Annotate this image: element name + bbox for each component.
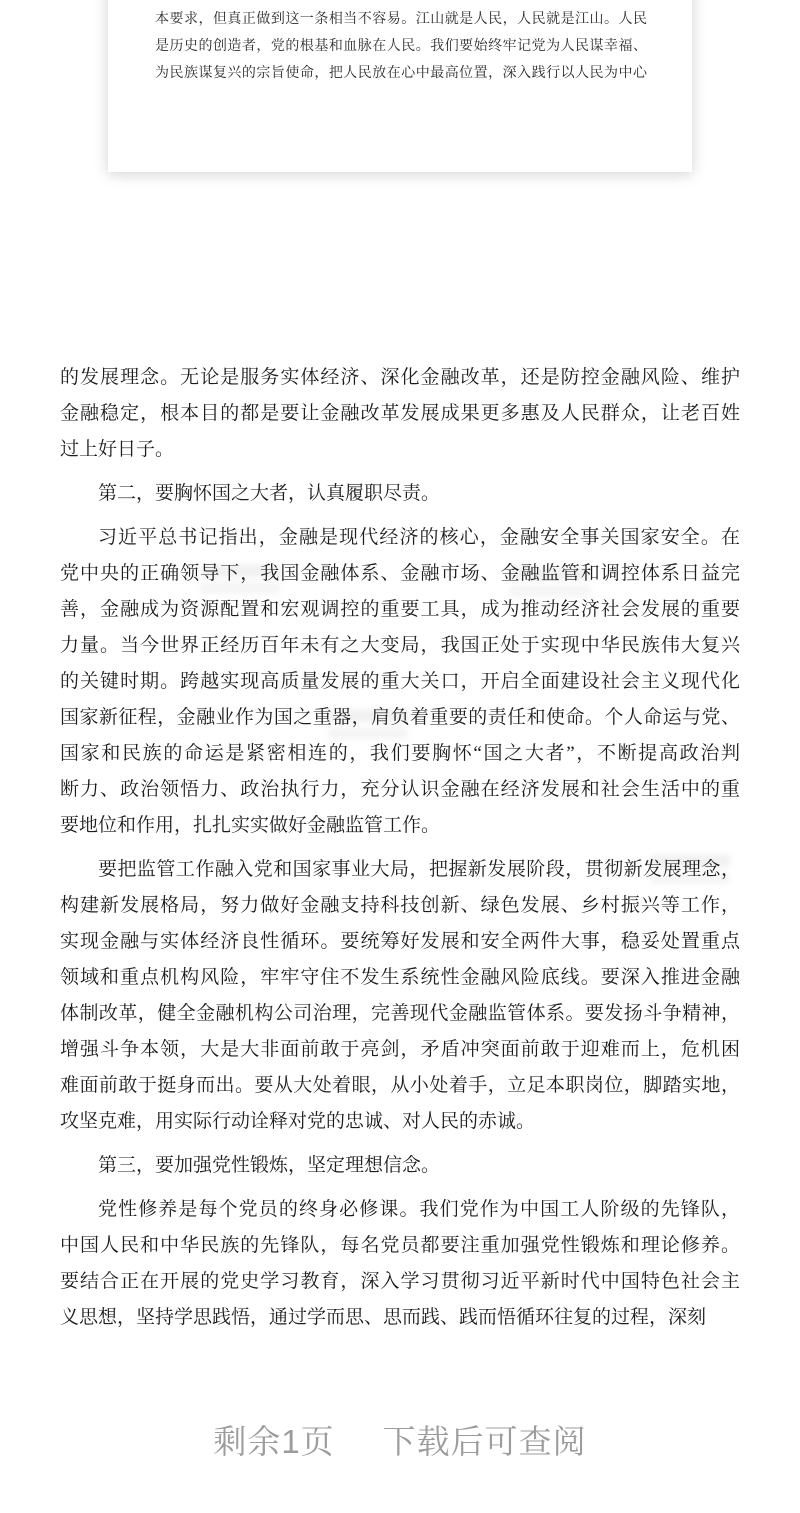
text-line: 善，金融成为资源配置和宏观调控的重要工具，成为推动经济社会发展的重要 bbox=[60, 599, 740, 620]
text-line: 攻坚克难，用实际行动诠释对党的忠诚、对人民的赤诚。 bbox=[60, 1111, 536, 1132]
text-line: 习近平总书记指出，金融是现代经济的核心，金融安全事关国家安全。在 bbox=[98, 527, 740, 548]
text-line: 构建新发展格局，努力做好金融支持科技创新、绿色发展、乡村振兴等工作， bbox=[60, 895, 740, 916]
text-line: 国家新征程，金融业作为国之重器，肩负着重要的责任和使命。个人命运与党、 bbox=[60, 707, 740, 728]
text-line: 的关键时期。跨越实现高质量发展的重大关口，开启全面建设社会主义现代化 bbox=[60, 671, 740, 692]
previous-page-preview-card bbox=[108, 0, 692, 172]
text-line: 党中央的正确领导下，我国金融体系、金融市场、金融监管和调控体系日益完 bbox=[60, 563, 740, 584]
paragraph bbox=[60, 1192, 740, 1336]
text-line: 力量。当今世界正经历百年未有之大变局，我国正处于实现中华民族伟大复兴 bbox=[60, 635, 740, 656]
paragraph bbox=[60, 360, 740, 468]
text-line: 国家和民族的命运是紧密相连的，我们要胸怀“国之大者”，不断提高政治判 bbox=[60, 743, 740, 764]
preview-line: 本要求，但真正做到这一条相当不容易。江山就是人民，人民就是江山。人民 bbox=[155, 12, 647, 27]
preview-page-text bbox=[108, 0, 692, 87]
text-line: 要把监管工作融入党和国家事业大局，把握新发展阶段，贯彻新发展理念， bbox=[98, 859, 740, 880]
remaining-pages-label: 剩余1页 bbox=[213, 1423, 335, 1460]
text-line: 第三，要加强党性锻炼，坚定理想信念。 bbox=[98, 1155, 441, 1176]
text-line: 要结合正在开展的党史学习教育，深入学习贯彻习近平新时代中国特色社会主 bbox=[60, 1271, 740, 1292]
text-line: 第二，要胸怀国之大者，认真履职尽责。 bbox=[98, 483, 441, 504]
download-hint-label: 下载后可查阅 bbox=[382, 1423, 587, 1460]
preview-line: 是历史的创造者，党的根基和血脉在人民。我们要始终牢记党为人民谋幸福、 bbox=[155, 39, 647, 54]
text-line: 难面前敢于挺身而出。要从大处着眼，从小处着手，立足本职岗位，脚踏实地， bbox=[60, 1075, 740, 1096]
text-line: 义思想，坚持学思践悟，通过学而思、思而践、践而悟循环往复的过程，深刻 bbox=[60, 1307, 707, 1328]
remaining-notice bbox=[0, 1416, 800, 1463]
text-line: 党性修养是每个党员的终身必修课。我们党作为中国工人阶级的先锋队， bbox=[98, 1199, 740, 1220]
paragraph bbox=[60, 476, 740, 512]
paragraph bbox=[60, 852, 740, 1140]
text-line: 增强斗争本领，大是大非面前敢于亮剑，矛盾冲突面前敢于迎难而上，危机困 bbox=[60, 1039, 740, 1060]
text-line: 的发展理念。无论是服务实体经济、深化金融改革，还是防控金融风险、维护 bbox=[60, 367, 740, 388]
text-line: 要地位和作用，扎扎实实做好金融监管工作。 bbox=[60, 815, 441, 836]
text-line: 过上好日子。 bbox=[60, 439, 175, 460]
text-line: 领域和重点机构风险，牢牢守住不发生系统性金融风险底线。要深入推进金融 bbox=[60, 967, 740, 988]
text-line: 断力、政治领悟力、政治执行力，充分认识金融在经济发展和社会生活中的重 bbox=[60, 779, 740, 800]
document-body bbox=[60, 360, 740, 1344]
paragraph bbox=[60, 1148, 740, 1184]
text-line: 实现金融与实体经济良性循环。要统筹好发展和安全两件大事，稳妥处置重点 bbox=[60, 931, 740, 952]
text-line: 体制改革，健全金融机构公司治理，完善现代金融监管体系。要发扬斗争精神， bbox=[60, 1003, 740, 1024]
text-line: 中国人民和中华民族的先锋队，每名党员都要注重加强党性锻炼和理论修养。 bbox=[60, 1235, 740, 1256]
preview-line: 为民族谋复兴的宗旨使命，把人民放在心中最高位置，深入践行以人民为中心 bbox=[155, 66, 647, 81]
paragraph bbox=[60, 520, 740, 844]
text-line: 金融稳定，根本目的都是要让金融改革发展成果更多惠及人民群众，让老百姓 bbox=[60, 403, 740, 424]
